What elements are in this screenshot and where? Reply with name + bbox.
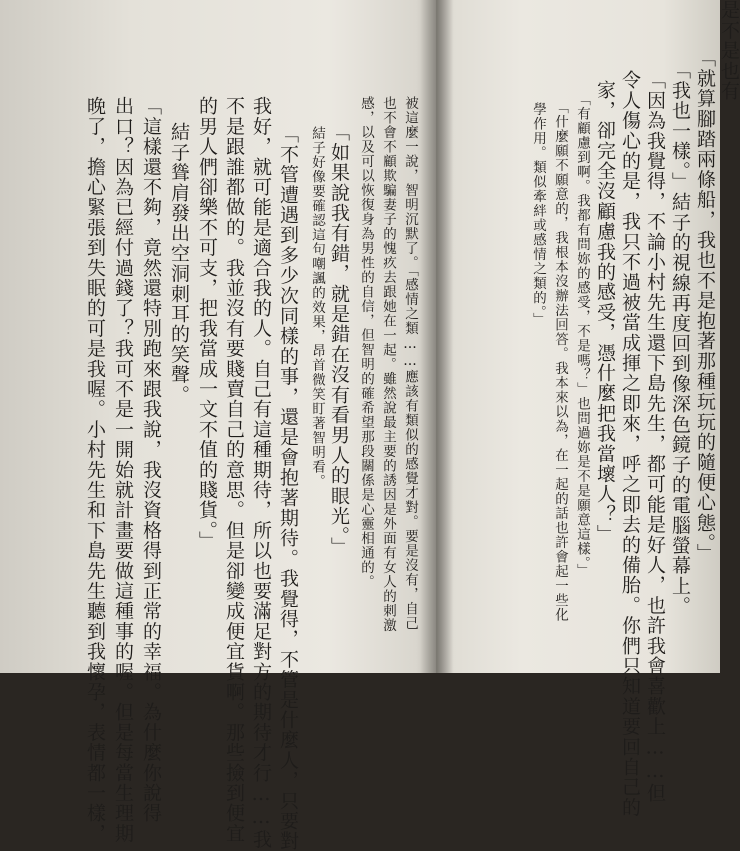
left-column-11: 「這樣還不夠，竟然還特別跑來跟我說，我沒資格得到正常的幸福。為什麼你說得 <box>140 96 162 824</box>
left-column-1: 被這麼一說，智明沉默了。「感情之類……應該有類似的感覺才對。要是沒有，自己 <box>402 96 418 631</box>
left-column-5: 結子好像要確認這句嘲諷的效果，昂首微笑盯著智明看。 <box>309 126 325 489</box>
left-column-10: 結子聳肩發出空洞刺耳的笑聲。 <box>168 122 190 405</box>
right-page <box>436 0 740 818</box>
right-column-4: 令人傷心的是，我只不過被當成揮之即來，呼之即去的備胎。你們只知道要回自己的 <box>619 70 641 818</box>
left-column-6: 「不管遭遇到多少次同樣的事，還是會抱著期待。我覺得，不管是什麼人，只要對 <box>277 124 299 851</box>
left-column-7: 我好，就可能是適合我的人。自己有這種期待，所以也要滿足對方的期待才行……我 <box>250 96 272 850</box>
left-column-3: 感，以及可以恢復身為男性的自信，但智明的確希望那段關係是心靈相通的。 <box>358 96 374 589</box>
right-column-7: 「什麼願不願意的，我根本沒辦法回答。我本來以為，在一起的話也許會起一些化 <box>552 100 568 622</box>
right-column-5: 家，卻完全沒顧慮我的感受，憑什麼把我當壞人？」 <box>594 80 616 545</box>
left-column-2: 也不會不顧欺騙妻子的愧疚去跟她在一起。雖然說最主要的誘因是外面有女人的刺激 <box>380 96 396 633</box>
right-column-6: 「有顧慮到啊。我都有問妳的感受，不是嗎？」也問過妳是不是願意這樣。」 <box>574 92 590 579</box>
right-column-2: 「我也一樣。」結子的視線再度回到像深色鏡子的電腦螢幕上。 <box>669 60 691 617</box>
right-column-8: 學作用。類似牽絆或感情之類的。」 <box>530 102 546 328</box>
book-spine-shadow <box>420 0 454 673</box>
right-column-3: 「因為我覺得，不論小村先生還下島先生，都可能是好人，也許我會喜歡上……但 <box>644 70 666 804</box>
left-column-4: 「如果說我有錯，就是錯在沒有看男人的眼光。」 <box>328 122 350 557</box>
left-column-9: 的男人們卻樂不可支，把我當成一文不值的賤貨。」 <box>196 96 218 552</box>
right-column-edge: 是不是也有 <box>718 0 740 101</box>
left-column-8: 不是跟誰都做的。我並沒有要賤賣自己的意思。但是卻變成便宜貨啊。那些撿到便宜 <box>223 96 245 844</box>
right-column-1: 「就算腳踏兩條船，我也不是抱著那種玩玩的隨便心態。」 <box>694 48 716 564</box>
left-column-13: 晚了，擔心緊張到失眠的可是我喔。小村先生和下島先生聽到我懷孕，表情都一樣， <box>84 96 106 844</box>
left-column-12: 出口？因為已經付過錢了？我可不是一開始就計畫要做這種事的喔。但是每當生理期 <box>112 96 134 844</box>
